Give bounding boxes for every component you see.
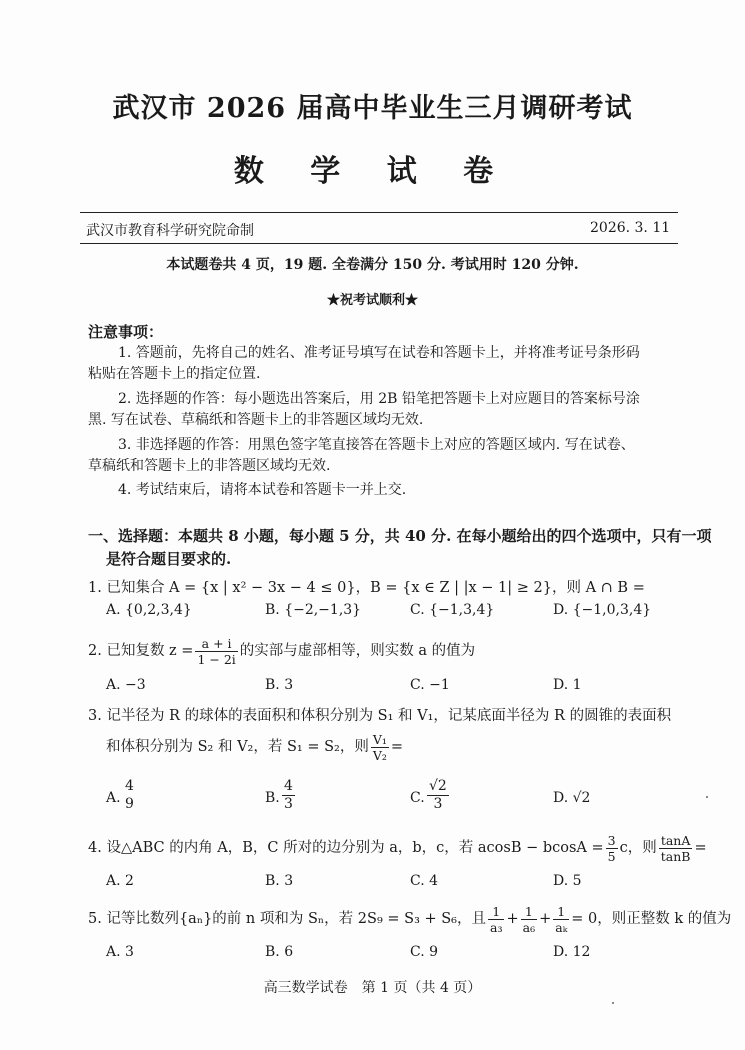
scan-speck [612,1002,614,1004]
question-1-stem: 1. 已知集合 A = {x | x² − 3x − 4 ≤ 0}，B = {x ∈ Z | |x − 1| ≥ 2}，则 A ∩ B = [88,580,645,596]
exam-date: 2026. 3. 11 [590,220,671,236]
question-4-stem-mid: c，则 [619,840,657,856]
question-3-option-a-fraction [123,778,136,813]
question-5-fraction-1 [488,904,504,935]
question-4-stem-pre: 4. 设△ABC 的内角 A，B，C 所对的边分别为 a，b，c，若 acosB − bcosA = [88,840,604,856]
question-3-option-b-fraction [282,778,295,813]
question-4-fraction-1 [606,833,618,864]
question-2-stem-post: 的实部与虚部相等，则实数 a 的值为 [239,643,476,659]
question-5-stem [88,903,731,935]
question-5-option-d: D. 12 [553,944,591,960]
question-4-fraction-1-denominator: 5 [607,848,616,864]
question-2-fraction-denominator: 1 − 2i [197,651,236,667]
question-3-option-b-denominator: 3 [284,796,293,812]
note-2-line-2: 黑. 写在试卷、草稿纸和答题卡上的非答题区域均无效. [88,412,424,428]
publisher: 武汉市教育科学研究院命制 [86,223,254,239]
question-3-line-1: 3. 记半径为 R 的球体的表面积和体积分别为 S₁ 和 V₁，记某底面半径为 R 的圆锥的表面积 [88,708,672,724]
question-4-stem-post: = [694,840,707,856]
section-1-heading-line-1: 一、选择题：本题共 8 小题，每小题 5 分，共 40 分. 在每小题给出的四个选项中，只有一项 [88,527,712,545]
question-3-option-c-denominator: 3 [433,796,443,812]
page-footer: 高三数学试卷 第 1 页（共 4 页） [263,980,482,996]
question-5-option-b: B. 6 [265,944,294,960]
question-5-fraction-3-numerator: 1 [553,904,569,920]
exam-title: 武汉市 2026 届高中毕业生三月调研考试 [112,93,633,124]
question-3-option-c-numerator: √2 [429,778,447,794]
question-2-option-c: C. −1 [410,677,450,693]
question-5-fraction-3-denominator: aₖ [555,919,568,935]
question-5-fraction-1-numerator: 1 [488,904,504,920]
note-3-line-1: 3. 非选择题的作答：用黑色签字笔直接答在答题卡上对应的答题区域内. 写在试卷、 [118,437,635,453]
note-3-line-2: 草稿纸和答题卡上的非答题区域均无效. [88,458,331,474]
question-3-line-2-pre: 和体积分别为 S₂ 和 V₂，若 S₁ = S₂，则 [106,739,369,755]
question-5-fraction-1-denominator: a₃ [490,919,503,935]
question-5-fraction-2-numerator: 1 [521,904,537,920]
question-3-fraction [371,732,389,763]
question-3-line-2-post: = [390,739,404,755]
question-5-fraction-2-denominator: a₆ [522,919,536,935]
header-rule-bottom [80,243,678,244]
question-3-option-c-label: C. [410,790,425,806]
question-4-fraction-1-numerator: 3 [607,832,616,848]
exam-info: 本试题卷共 4 页，19 题. 全卷满分 150 分. 考试用时 120 分钟. [166,257,579,273]
good-luck-line: ★祝考试顺利★ [326,293,418,308]
question-3-option-b-numerator: 4 [284,778,293,794]
note-4: 4. 考试结束后，请将本试卷和答题卡一并上交. [118,482,407,498]
question-2-stem [88,635,475,667]
question-3-option-a-numerator: 4 [125,778,134,794]
question-2-option-d: D. 1 [553,677,582,693]
question-5-option-c: C. 9 [410,944,439,960]
question-4-option-b: B. 3 [265,873,294,889]
question-3-fraction-denominator: V₂ [372,747,387,763]
question-5-plus-1: + [506,911,519,927]
exam-subtitle: 数 学 试 卷 [233,154,512,189]
question-1-option-b: B. {−2,−1,3} [265,602,362,618]
question-3-option-a-denominator: 9 [125,796,134,812]
question-3-option-b-label: B. [265,790,280,806]
question-3-line-2 [106,730,403,764]
question-5-fraction-2 [521,904,537,935]
question-4-stem [88,832,707,864]
question-1-option-d: D. {−1,0,3,4} [553,602,652,618]
question-4-option-a: A. 2 [106,873,134,889]
question-4-option-d: D. 5 [553,873,582,889]
scan-speck [706,796,708,798]
note-2-line-1: 2. 选择题的作答：每小题选出答案后，用 2B 铅笔把答题卡上对应题目的答案标号涂 [118,391,640,407]
question-2-option-b: B. 3 [265,677,294,693]
note-1-line-1: 1. 答题前，先将自己的姓名、准考证号填写在试卷和答题卡上，并将准考证号条形码 [118,345,640,361]
question-5-plus-2: + [539,911,552,927]
question-3-option-a-label: A. [106,790,121,806]
note-1-line-2: 粘贴在答题卡上的指定位置. [88,366,261,382]
question-2-option-a: A. −3 [106,677,146,693]
question-4-fraction-2-denominator: tanB [660,848,691,864]
question-2-fraction [195,636,237,667]
question-4-fraction-2-numerator: tanA [659,833,693,849]
question-5-stem-pre: 5. 记等比数列{aₙ}的前 n 项和为 Sₙ，若 2S₉ = S₃ + S₆，且 [88,911,486,927]
question-1-option-a: A. {0,2,3,4} [106,602,192,618]
question-1-option-c: C. {−1,3,4} [410,602,495,618]
question-4-fraction-2 [659,833,693,864]
header-rule-top [80,212,678,213]
question-5-option-a: A. 3 [106,944,134,960]
question-3-fraction-numerator: V₁ [372,731,387,747]
question-2-fraction-numerator: a + i [195,636,237,652]
question-5-stem-post: = 0，则正整数 k 的值为 [571,911,732,927]
question-3-option-c-fraction [427,778,449,813]
question-3-option-d: D. √2 [553,790,591,806]
question-2-stem-pre: 2. 已知复数 z = [88,643,194,659]
question-5-fraction-3 [553,904,569,935]
notes-heading: 注意事项： [88,323,164,341]
question-4-option-c: C. 4 [410,873,439,889]
section-1-heading-line-2: 是符合题目要求的. [106,550,232,568]
